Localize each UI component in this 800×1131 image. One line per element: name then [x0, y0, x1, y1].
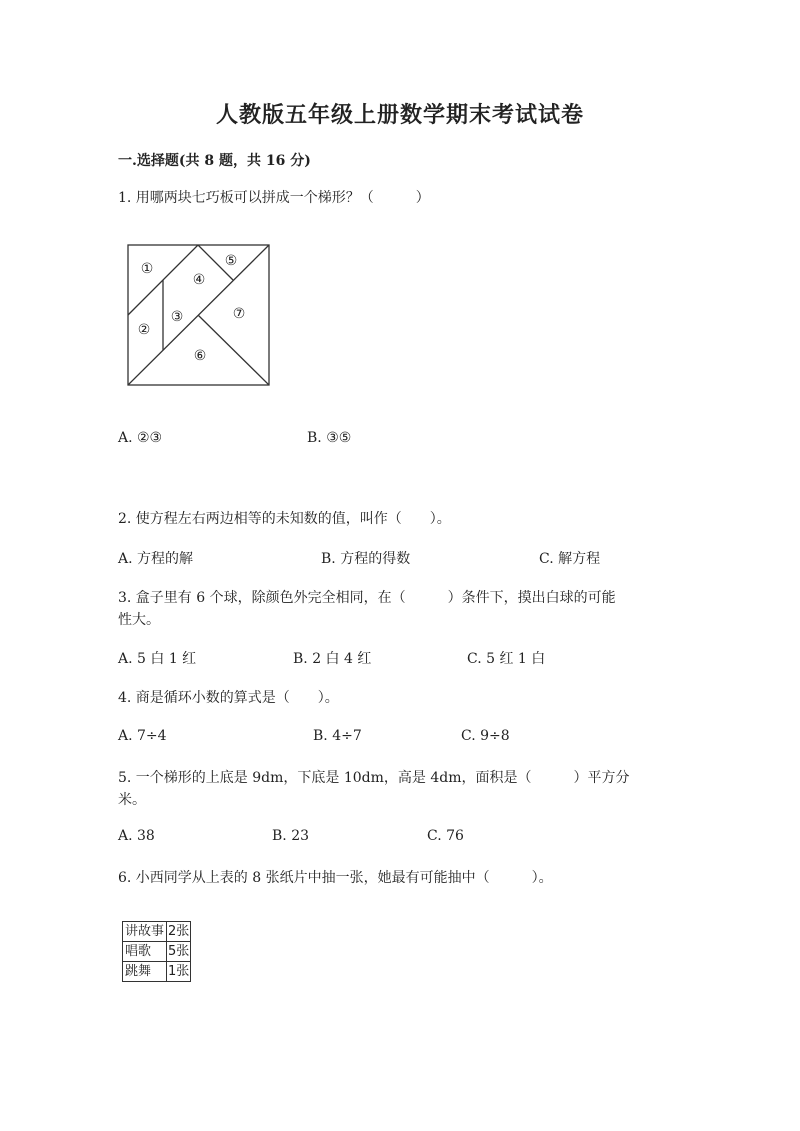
q5-option-c: C. 76 [427, 828, 464, 844]
table-cell-count: 1张 [167, 962, 191, 982]
q3-option-c: C. 5 红 1 白 [467, 651, 546, 667]
tangram-figure [127, 244, 271, 387]
question-6-text: 6. 小西同学从上表的 8 张纸片中抽一张，她最有可能抽中（ ）。 [118, 870, 553, 886]
table-row [123, 922, 191, 942]
q3-option-a: A. 5 白 1 红 [118, 651, 197, 667]
table-cell-item: 讲故事 [123, 922, 167, 942]
q4-option-a: A. 7÷4 [118, 728, 167, 744]
table-cell-item: 跳舞 [123, 962, 167, 982]
table-row [123, 942, 191, 962]
tangram-label-5: ⑤ [224, 253, 238, 269]
question-2-text: 2. 使方程左右两边相等的未知数的值，叫作（ ）。 [118, 511, 451, 527]
tangram-label-2: ② [137, 322, 151, 338]
q3-option-b: B. 2 白 4 红 [293, 651, 372, 667]
tangram-label-7: ⑦ [232, 306, 246, 322]
table-cell-count: 5张 [167, 942, 191, 962]
table-cell-count: 2张 [167, 922, 191, 942]
question-4-text: 4. 商是循环小数的算式是（ ）。 [118, 690, 339, 706]
section-heading: 一.选择题(共 8 题，共 16 分) [118, 153, 311, 169]
q5-option-b: B. 23 [272, 828, 310, 844]
q2-option-a: A. 方程的解 [118, 551, 194, 567]
question-3-text-line1: 3. 盒子里有 6 个球，除颜色外完全相同，在（ ）条件下，摸出白球的可能 [118, 590, 616, 606]
tangram-label-3: ③ [170, 309, 184, 325]
q2-option-c: C. 解方程 [539, 551, 601, 567]
q4-option-c: C. 9÷8 [461, 728, 510, 744]
table-cell-item: 唱歌 [123, 942, 167, 962]
q4-option-b: B. 4÷7 [313, 728, 362, 744]
page-title: 人教版五年级上册数学期末考试试卷 [215, 102, 584, 128]
q5-option-a: A. 38 [118, 828, 155, 844]
tangram-label-4: ④ [192, 272, 206, 288]
table-row [123, 962, 191, 982]
q2-option-b: B. 方程的得数 [321, 551, 411, 567]
question-5-text-line1: 5. 一个梯形的上底是 9dm，下底是 10dm，高是 4dm，面积是（ ）平方分 [118, 770, 630, 786]
q1-option-b: B. ③⑤ [307, 430, 352, 446]
question-1-text: 1. 用哪两块七巧板可以拼成一个梯形？（ ） [118, 190, 430, 206]
q1-option-a: A. ②③ [118, 430, 163, 446]
tangram-label-1: ① [140, 261, 154, 277]
tangram-label-6: ⑥ [193, 348, 207, 364]
question-3-text-line2: 性大。 [118, 612, 160, 628]
tangram-line-lower-right [198, 315, 269, 385]
question-5-text-line2: 米。 [118, 792, 146, 808]
card-count-table [122, 921, 191, 982]
